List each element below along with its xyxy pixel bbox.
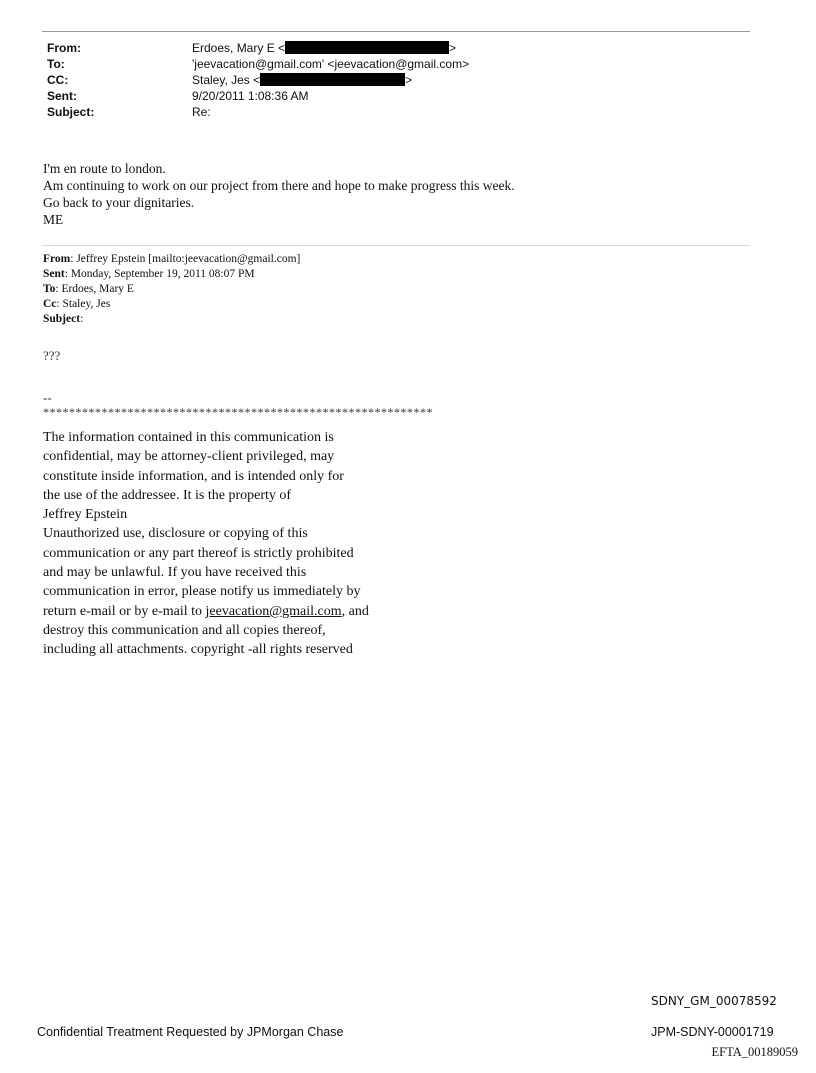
- quoted-subject-value: :: [80, 313, 84, 325]
- disclaimer-line: constitute inside information, and is intended only for: [43, 468, 344, 484]
- disclaimer-line: destroy this communication and all copies thereof,: [43, 622, 326, 638]
- signature-stars: ************************************************************: [43, 405, 433, 419]
- body-line: Go back to your dignitaries.: [43, 195, 195, 210]
- disclaimer-line: The information contained in this communication is: [43, 430, 334, 445]
- disclaimer-line: communication in error, please notify us immediately by: [43, 584, 361, 600]
- quoted-header: [43, 252, 300, 327]
- quoted-subject-label: Subject: [43, 313, 81, 325]
- body-signoff: ME: [43, 212, 64, 227]
- quoted-cc-label: Cc: [43, 298, 57, 310]
- cc-value: Staley, Jes < >: [192, 73, 413, 87]
- quoted-message: ???: [43, 348, 61, 363]
- confidentiality-disclaimer: [43, 428, 463, 660]
- quoted-cc-row: [43, 297, 300, 312]
- disclaimer-line: confidential, may be attorney-client privileged, may: [43, 449, 335, 465]
- disclaimer-line: including all attachments. copyright -all rights reserved: [43, 642, 353, 658]
- quoted-divider: [42, 245, 750, 246]
- quoted-sent-label: Sent: [43, 268, 65, 280]
- body-line: Am continuing to work on our project from there and hope to make progress this week.: [43, 178, 515, 193]
- email-link[interactable]: jeevacation@gmail.com: [205, 603, 342, 619]
- quoted-sent-row: [43, 267, 300, 282]
- quoted-subject-row: [43, 312, 300, 327]
- quoted-cc-value: : Staley, Jes: [56, 298, 111, 310]
- quoted-from-value: : Jeffrey Epstein [mailto:jeevacation@gmail.com]: [70, 253, 301, 265]
- disclaimer-line: return e-mail or by e-mail to jeevacation@gmail.com, and: [43, 603, 369, 619]
- quoted-to-label: To: [43, 283, 56, 295]
- disclaimer-line: the use of the addressee. It is the property of: [43, 487, 292, 503]
- from-value: Erdoes, Mary E < >: [192, 41, 457, 55]
- body-line: I'm en route to london.: [43, 161, 166, 176]
- sent-value: 9/20/2011 1:08:36 AM: [192, 89, 309, 103]
- disclaimer-line: and may be unlawful. If you have received this: [43, 565, 307, 581]
- redaction-block: [260, 73, 405, 86]
- signature-dash: --: [43, 390, 52, 405]
- to-label: To:: [47, 57, 65, 71]
- disclaimer-line: Unauthorized use, disclosure or copying of this: [43, 526, 308, 542]
- quoted-to-value: : Erdoes, Mary E: [55, 283, 134, 295]
- bates-number-sdny-gm: SDNY_GM_00078592: [651, 994, 777, 1008]
- disclaimer-line: Jeffrey Epstein: [43, 507, 128, 523]
- sent-label: Sent:: [47, 89, 77, 103]
- quoted-sent-value: : Monday, September 19, 2011 08:07 PM: [64, 268, 255, 280]
- email-body: [43, 160, 515, 228]
- redaction-block: [285, 41, 449, 54]
- quoted-to-row: [43, 282, 300, 297]
- confidential-footer: Confidential Treatment Requested by JPMorgan Chase: [37, 1025, 344, 1039]
- to-value: 'jeevacation@gmail.com' <jeevacation@gmail.com>: [192, 57, 470, 71]
- disclaimer-line: communication or any part thereof is strictly prohibited: [43, 545, 354, 561]
- top-divider: [42, 31, 750, 32]
- quoted-from-row: [43, 252, 300, 267]
- bates-number-efta: EFTA_00189059: [711, 1045, 798, 1059]
- subject-value: Re:: [192, 105, 211, 119]
- subject-label: Subject:: [47, 105, 95, 119]
- bates-number-jpm: JPM-SDNY-00001719: [651, 1025, 774, 1039]
- quoted-from-label: From: [43, 253, 71, 265]
- from-label: From:: [47, 41, 81, 55]
- cc-label: CC:: [47, 73, 69, 87]
